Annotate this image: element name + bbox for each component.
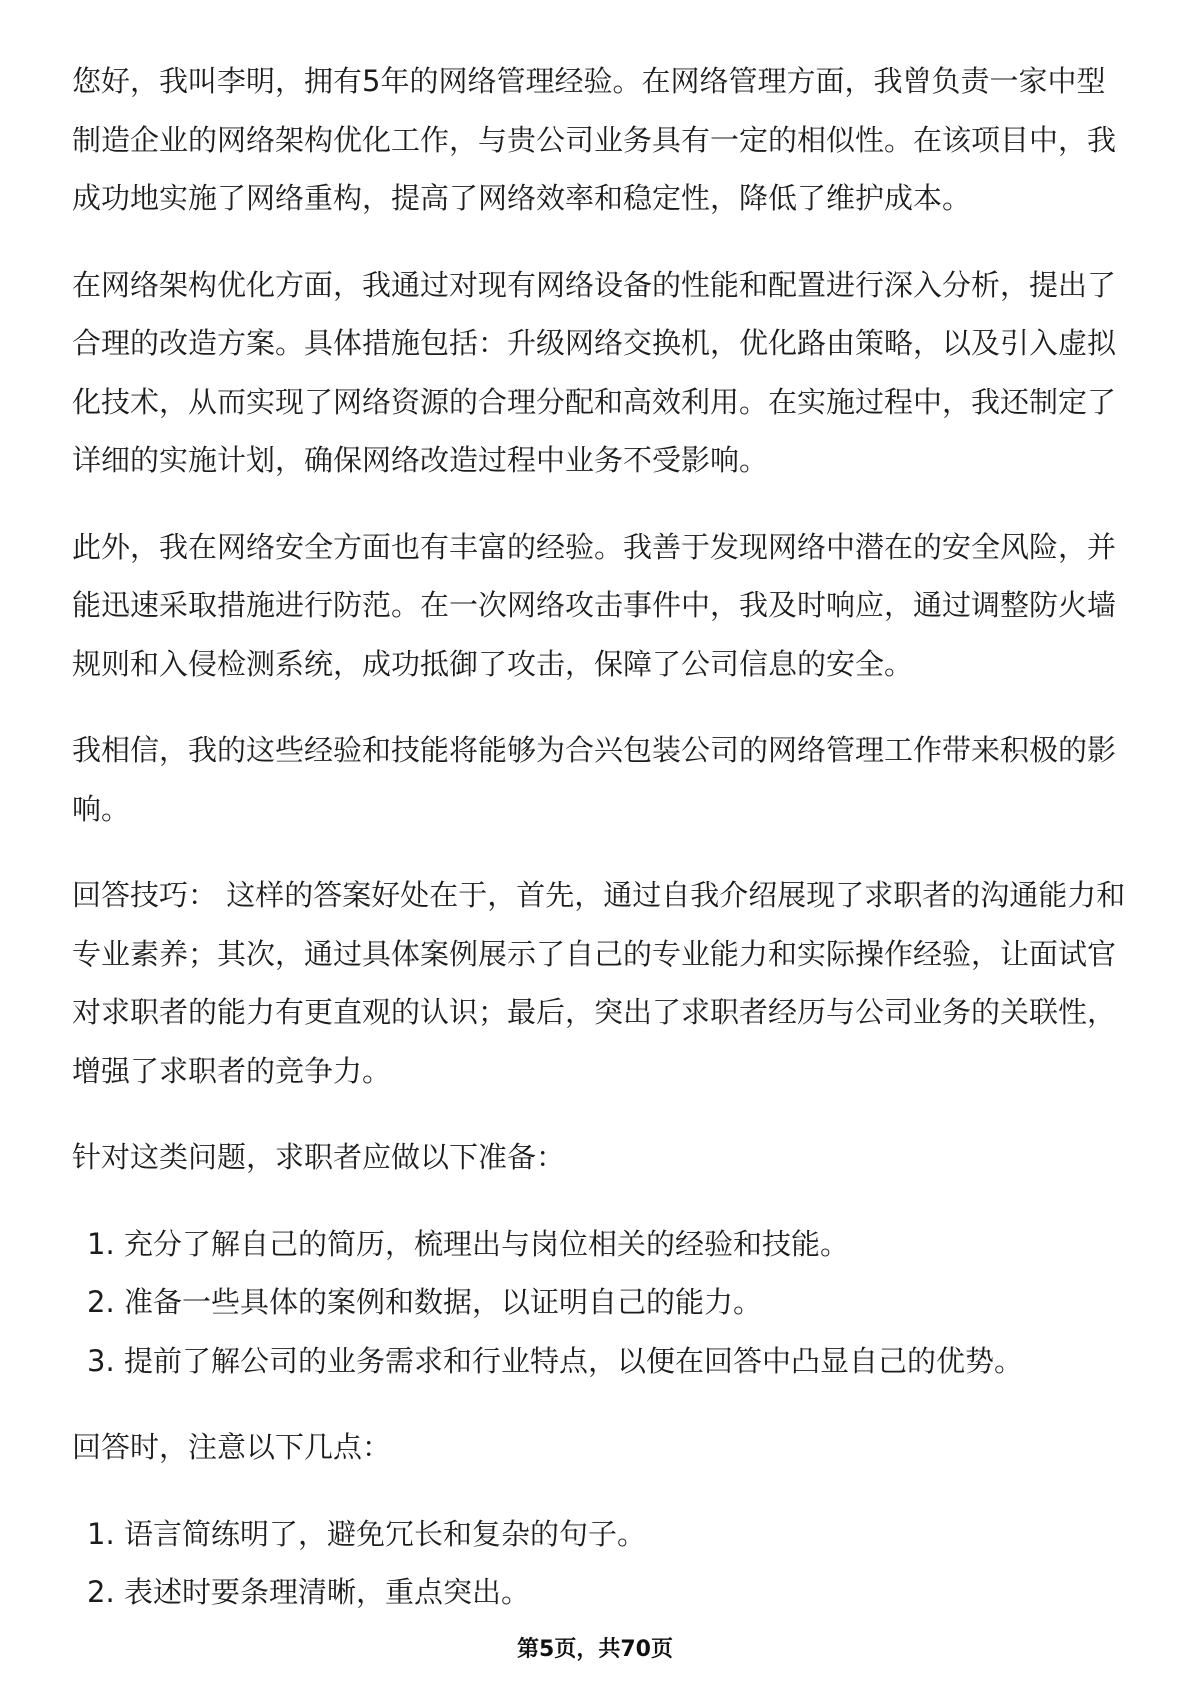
- text-line: 我相信，我的这些经验和技能将能够为合兴包装公司的网络管理工作带来积极的影: [72, 733, 1117, 767]
- answer-paragraph-closing: [72, 721, 1162, 838]
- page-content: [72, 52, 1162, 1650]
- list-item-number: 1.: [87, 1516, 115, 1551]
- notes-intro: [72, 1418, 1162, 1477]
- preparation-intro: [72, 1128, 1162, 1187]
- list-item-text: 语言简练明了，避免冗长和复杂的句子。: [124, 1516, 647, 1551]
- text-line: 回答时，注意以下几点：: [72, 1430, 392, 1464]
- text-line: 制造企业的网络架构优化工作，与贵公司业务具有一定的相似性。在该项目中，我: [72, 122, 1117, 157]
- page-number: 第5页，共70页: [517, 1637, 673, 1662]
- list-item-text: 充分了解自己的简历，梳理出与岗位相关的经验和技能。: [124, 1226, 850, 1261]
- list-item-number: 1.: [87, 1226, 115, 1261]
- text-line: 此外，我在网络安全方面也有丰富的经验。我善于发现网络中潜在的安全风险，并: [72, 529, 1117, 564]
- text-line: 响。: [72, 791, 131, 826]
- list-item: [72, 1273, 1162, 1332]
- list-item-number: 2.: [87, 1575, 115, 1609]
- answer-paragraph-architecture: [72, 256, 1162, 490]
- text-line: 化技术，从而实现了网络资源的合理分配和高效利用。在实施过程中，我还制定了: [72, 384, 1117, 419]
- list-item-text: 准备一些具体的案例和数据，以证明自己的能力。: [124, 1285, 763, 1319]
- list-item-text: 提前了解公司的业务需求和行业特点，以便在回答中凸显自己的优势。: [124, 1343, 1024, 1378]
- text-line: 您好，我叫李明，拥有5年的网络管理经验。在网络管理方面，我曾负责一家中型: [72, 64, 1106, 98]
- text-line: 成功地实施了网络重构，提高了网络效率和稳定性，降低了维护成本。: [72, 181, 972, 215]
- text-line: 规则和入侵检测系统，成功抵御了攻击，保障了公司信息的安全。: [72, 646, 914, 681]
- text-line: 详细的实施计划，确保网络改造过程中业务不受影响。: [72, 443, 769, 477]
- list-item-number: 2.: [87, 1285, 115, 1319]
- text-line: 对求职者的能力有更直观的认识；最后，突出了求职者经历与公司业务的关联性，: [72, 995, 1117, 1029]
- text-line: 能迅速采取措施进行防范。在一次网络攻击事件中，我及时响应，通过调整防火墙: [72, 588, 1117, 622]
- list-item: [72, 1563, 1162, 1622]
- list-item-number: 3.: [87, 1343, 115, 1378]
- list-item-text: 表述时要条理清晰，重点突出。: [124, 1575, 531, 1609]
- text-line: 在网络架构优化方面，我通过对现有网络设备的性能和配置进行深入分析，提出了: [72, 267, 1117, 302]
- text-line: 专业素养；其次，通过具体案例展示了自己的专业能力和实际操作经验，让面试官: [72, 936, 1117, 971]
- notes-list: [72, 1505, 1162, 1622]
- list-item: [72, 1215, 1162, 1274]
- text-line: 增强了求职者的竞争力。: [72, 1053, 392, 1088]
- tips-paragraph: [72, 866, 1162, 1100]
- list-item: [72, 1332, 1162, 1391]
- text-line: 回答技巧： 这样的答案好处在于，首先，通过自我介绍展现了求职者的沟通能力和: [72, 878, 1126, 912]
- text-line: 针对这类问题，求职者应做以下准备：: [72, 1140, 566, 1174]
- answer-paragraph-security: [72, 518, 1162, 694]
- text-line: 合理的改造方案。具体措施包括：升级网络交换机，优化路由策略，以及引入虚拟: [72, 326, 1117, 360]
- preparation-list: [72, 1215, 1162, 1391]
- answer-paragraph-experience: [72, 52, 1162, 228]
- list-item: [72, 1505, 1162, 1564]
